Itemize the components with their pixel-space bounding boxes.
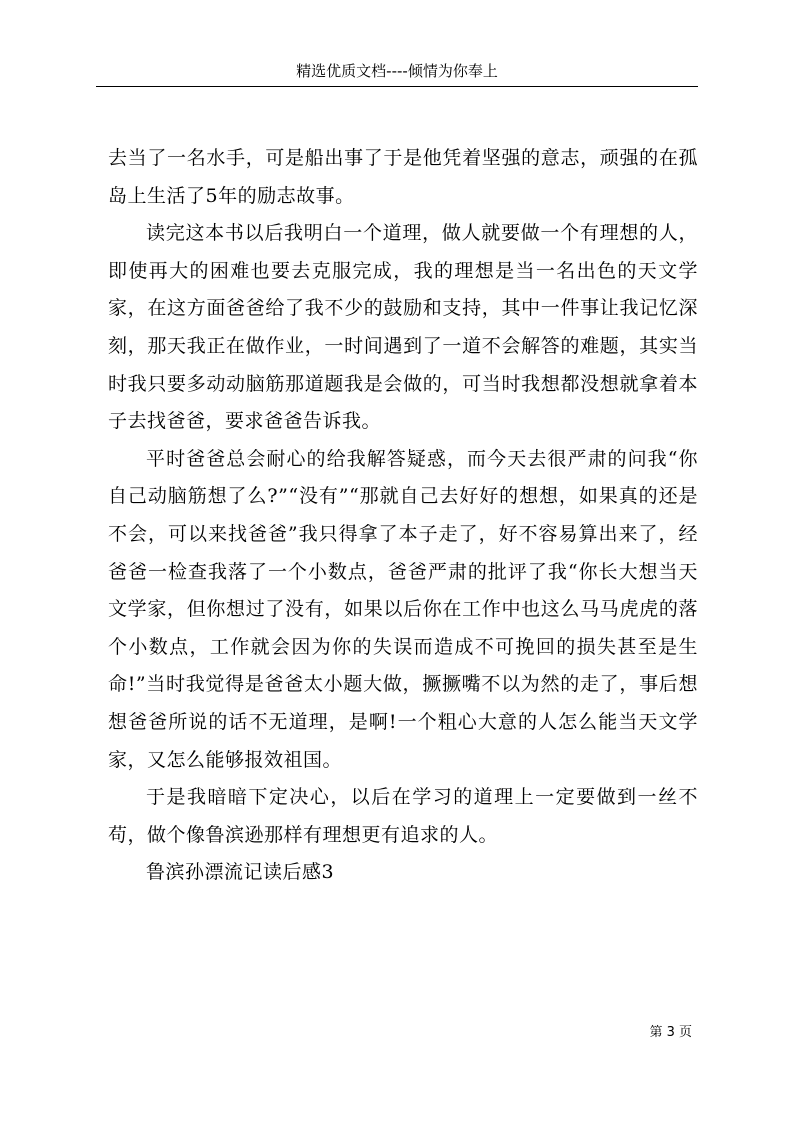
paragraph-continuation: 去当了一名水手，可是船出事了于是他凭着坚强的意志，顽强的在孤岛上生活了5年的励志故事。 [108,147,698,207]
page-header [96,60,698,87]
section-heading: 鲁滨孙漂流记读后感3 [146,861,335,884]
header-title: 精选优质文档----倾情为你奉上 [296,62,498,80]
document-body [108,140,698,892]
page-number-label: 第 3 页 [649,1025,692,1040]
paragraph: 于是我暗暗下定决心，以后在学习的道理上一定要做到一丝不苟，做个像鲁滨逊那样有理想更有追求的人。 [108,786,698,846]
paragraph: 读完这本书以后我明白一个道理，做人就要做一个有理想的人，即使再大的困难也要去克服完成，我的理想是当一名出色的天文学家，在这方面爸爸给了我不少的鼓励和支持，其中一件事让我记忆深刻，那天我正在做作业，一时间遇到了一道不会解答的难题，其实当时我只要多动动脑筋那道题我是会做的，可当时我想都没想就拿着本子去找爸爸，要求爸爸告诉我。 [108,222,698,433]
paragraph: 平时爸爸总会耐心的给我解答疑惑，而今天去很严肃的问我“你自己动脑筋想了么?”“没有”“那就自己去好好的想想，如果真的还是不会，可以来找爸爸”我只得拿了本子走了，好不容易算出来了，经爸爸一检查我落了一个小数点，爸爸严肃的批评了我“你长大想当天文学家，但你想过了没有，如果以后你在工作中也这么马马虎虎的落个小数点，工作就会因为你的失误而造成不可挽回的损失甚至是生命!”当时我觉得是爸爸太小题大做，撅撅嘴不以为然的走了，事后想想爸爸所说的话不无道理，是啊!一个粗心大意的人怎么能当天文学家，又怎么能够报效祖国。 [108,447,698,771]
page-number [649,1024,692,1042]
